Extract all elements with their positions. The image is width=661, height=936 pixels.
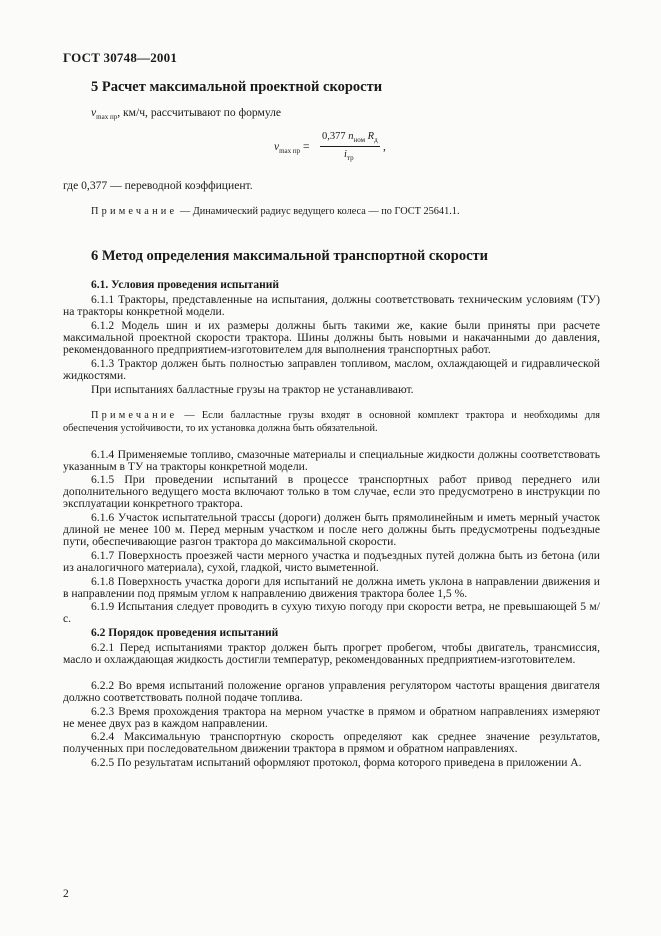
paragraph-ballast: При испытаниях балластные грузы на трактор не устанавливают. (91, 383, 414, 396)
note-label: Примечание (91, 206, 178, 217)
document-header: ГОСТ 30748—2001 (63, 50, 178, 65)
page-number: 2 (63, 888, 69, 900)
formula-intro (91, 106, 281, 121)
intro-variable: v (91, 106, 97, 119)
formula-fraction-line (320, 146, 380, 147)
intro-text: , км/ч, рассчитывают по формуле (117, 106, 282, 119)
paragraph-6-2-1: 6.2.1 Перед испытаниями трактор должен быть прогрет пробегом, чтобы двигатель, трансмиссия, масло и охлаждающая жидкость достигли температур, рекомендованных предприятием-изготовителем. (63, 641, 600, 666)
note-2-label: Примечание (91, 410, 178, 421)
paragraph-6-2-2: 6.2.2 Во время испытаний положение органов управления регулятором частоты вращения двигателя должно соответствовать полной подаче топлива. (63, 679, 600, 704)
formula-denominator: $i_{тр}$ (344, 149, 354, 162)
subsection-6-2-heading: 6.2 Порядок проведения испытаний (91, 627, 279, 639)
paragraph-6-2-5: 6.2.5 По результатам испытаний оформляют протокол, форма которого приведена в приложении А. (91, 756, 582, 769)
paragraph-6-1-2: 6.1.2 Модель шин и их размеры должны быть такими же, какие были приняты при расчете максимальной проектной скорости трактора. Шины должны быть новыми и накачанными до давления, рекомендованного предприятием-изготовителем для выполнения транспортных работ. (63, 319, 600, 356)
paragraph-6-2-3: 6.2.3 Время прохождения трактора на мерном участке в прямом и обратном направлениях измеряют не менее двух раз в каждом направлении. (63, 705, 600, 730)
where-line: где 0,377 — переводной коэффициент. (63, 179, 253, 192)
formula-tail: , (383, 141, 386, 153)
paragraph-6-1-9: 6.1.9 Испытания следует проводить в сухую тихую погоду при скорости ветра, не превышающей 5 м/с. (63, 600, 600, 625)
paragraph-6-1-8: 6.1.8 Поверхность участка дороги для испытаний не должна иметь уклона в направлении движения и в направлении под прямым углом к направлению движения трактора более 1,5 %. (63, 575, 600, 600)
section-5-heading: 5 Расчет максимальной проектной скорости (91, 79, 383, 95)
note-text: — Динамический радиус ведущего колеса — по ГОСТ 25641.1. (177, 206, 460, 217)
subsection-6-1-heading: 6.1. Условия проведения испытаний (91, 279, 279, 291)
intro-subscript: max пр (96, 113, 118, 121)
formula-numerator: 0,377 $n_{ном}$ $R_д$ (322, 131, 378, 144)
paragraph-6-1-5: 6.1.5 При проведении испытаний в процессе транспортных работ привод переднего или дополнительного ведущего моста включают только в том случае, если это предусмотрено в инструкции по эксплуатации конкретного трактора. (63, 473, 600, 510)
note-2-text: — Если балластные грузы входят в основной комплект трактора и необходимы для обеспечения устойчивости, то их установка должна быть обязательной. (63, 410, 600, 434)
paragraph-6-1-6: 6.1.6 Участок испытательной трассы (дороги) должен быть прямолинейным и иметь мерный участок длиной не менее 100 м. Перед мерным участком и после него должны быть предусмотрены подъездные пути, обеспечивающие разгон трактора до максимальной скорости. (63, 511, 600, 548)
paragraph-6-2-4: 6.2.4 Максимальную транспортную скорость определяют как среднее значение результатов, полученных при последовательном движении трактора в прямом и обратном направлениях. (63, 730, 600, 755)
paragraph-6-1-7: 6.1.7 Поверхность проезжей части мерного участка и подъездных путей должна быть из бетона (или из аналогичного материала), сухой, гладкой, чисто выметенной. (63, 549, 600, 574)
paragraph-6-1-1: 6.1.1 Тракторы, представленные на испытания, должны соответствовать техническим условиям (ТУ) на тракторы конкретной модели. (63, 293, 600, 318)
paragraph-6-1-4: 6.1.4 Применяемые топливо, смазочные материалы и специальные жидкости должны соответствовать указанным в ТУ на тракторы конкретной модели. (63, 448, 600, 473)
note-2 (63, 409, 600, 435)
note-1 (91, 205, 601, 218)
section-6-heading: 6 Метод определения максимальной транспортной скорости (91, 248, 488, 264)
paragraph-6-1-3: 6.1.3 Трактор должен быть полностью заправлен топливом, маслом, охлаждающей и гидравлической жидкостями. (63, 357, 600, 382)
formula-lhs: $v_{max пр}$ = (274, 141, 310, 155)
